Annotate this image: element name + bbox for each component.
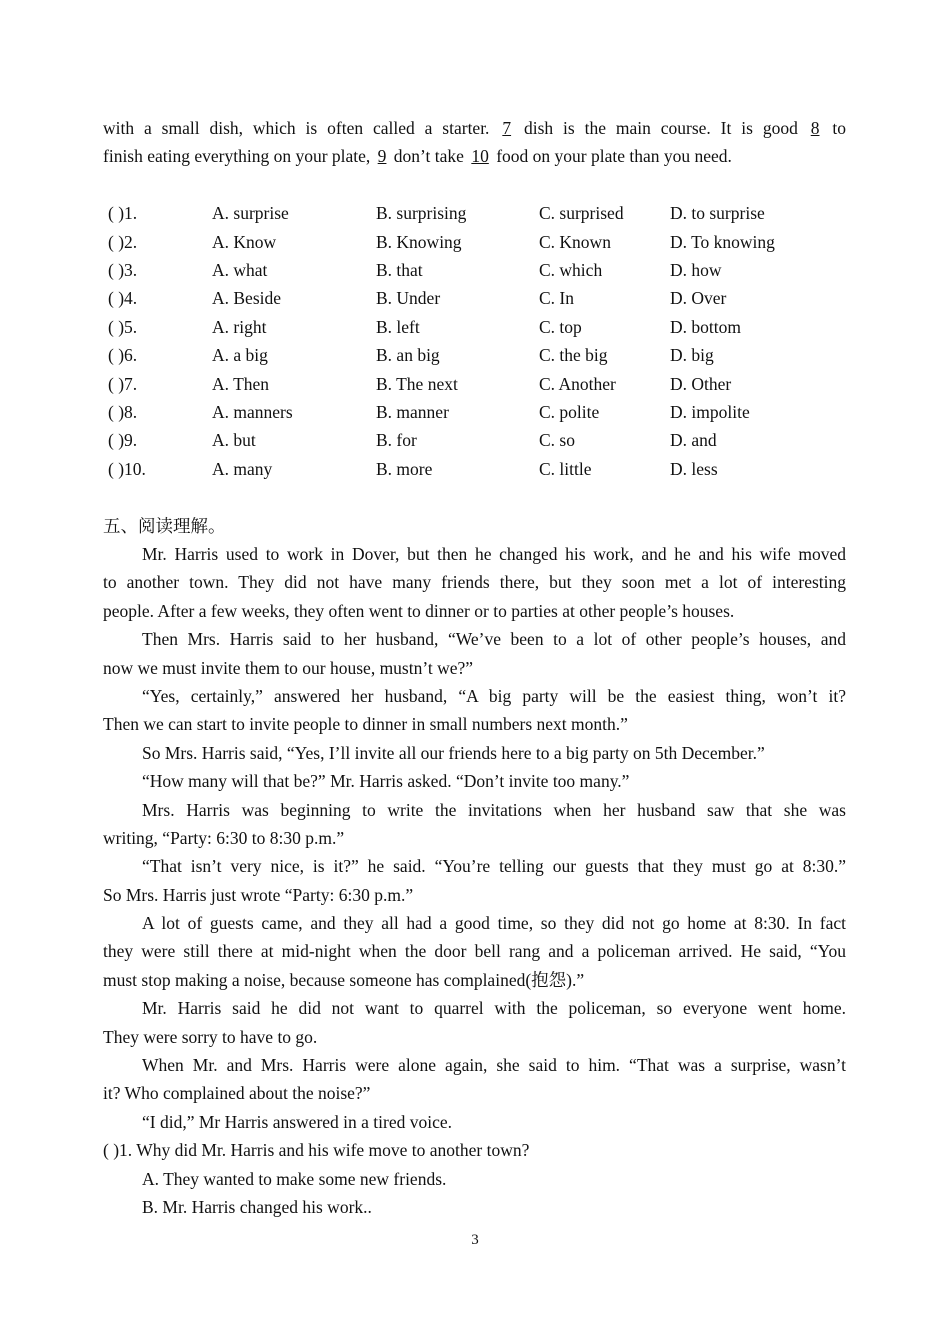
option-a: A. right	[212, 316, 267, 337]
option-c: C. In	[539, 288, 574, 309]
passage-line: now we must invite them to our house, mustn’t we?”	[103, 657, 474, 678]
option-d: D. Other	[670, 373, 732, 394]
question-number: ( )8.	[108, 402, 138, 423]
option-d: D. to surprise	[670, 203, 765, 224]
question-number: ( )10.	[108, 458, 146, 479]
option-row	[108, 341, 775, 369]
blank-7: 7	[502, 118, 512, 138]
spacer	[103, 483, 846, 511]
section-heading: 五、阅读理解。	[103, 515, 226, 536]
option-d: D. and	[670, 430, 717, 451]
option-b: B. more	[376, 458, 433, 479]
option-c: C. surprised	[539, 203, 624, 224]
option-a: A. Then	[212, 373, 270, 394]
question-number: ( )4.	[108, 288, 138, 309]
q1-option-a: A. They wanted to make some new friends.	[142, 1168, 447, 1189]
option-b: B. manner	[376, 402, 449, 423]
cloze-text: to	[832, 118, 846, 138]
option-a: A. Beside	[212, 288, 282, 309]
blank-10: 10	[471, 146, 489, 167]
passage-line: “How many will that be?” Mr. Harris asked. “Don’t invite too many.”	[142, 771, 630, 792]
option-c: C. little	[539, 458, 592, 479]
option-b: B. an big	[376, 345, 440, 366]
blank-8: 8	[810, 118, 820, 138]
passage-line: Mr. Harris said he did not want to quarrel with the policeman, so everyone went home.	[142, 998, 846, 1019]
question-number: ( )6.	[108, 345, 138, 366]
option-c: C. so	[539, 430, 575, 451]
cloze-text: finish eating everything on your plate,	[103, 146, 371, 167]
option-c: C. Known	[539, 231, 611, 252]
passage-line: people. After a few weeks, they often went to dinner or to parties at other people’s houses.	[103, 600, 735, 621]
option-c: C. top	[539, 316, 582, 337]
cloze-text: food on your plate than you need.	[496, 146, 732, 167]
option-b: B. that	[376, 259, 423, 280]
option-c: C. which	[539, 259, 603, 280]
page-number: 3	[471, 1232, 479, 1248]
cloze-text: dish is the main course. It is good	[523, 118, 798, 138]
option-row	[108, 426, 775, 454]
option-a: A. a big	[212, 345, 268, 366]
option-b: B. Under	[376, 288, 441, 309]
option-c: C. Another	[539, 373, 616, 394]
option-d: D. how	[670, 259, 722, 280]
option-row	[108, 228, 775, 256]
blank-9: 9	[377, 146, 387, 167]
option-a: A. Know	[212, 231, 277, 252]
option-a: A. manners	[212, 402, 293, 423]
question-number: ( )9.	[108, 430, 138, 451]
spacer	[103, 171, 846, 199]
option-d: D. To knowing	[670, 231, 775, 252]
cloze-line-1	[103, 114, 846, 142]
question-number: ( )2.	[108, 231, 138, 252]
option-c: C. polite	[539, 402, 600, 423]
cloze-text: with a small dish, which is often called a starter.	[103, 118, 490, 138]
page-body	[103, 114, 846, 1221]
option-b: B. Knowing	[376, 231, 462, 252]
passage-line: to another town. They did not have many friends there, but they soon met a lot of interesting	[103, 572, 846, 593]
question-number: ( )5.	[108, 316, 138, 337]
options-table	[108, 199, 775, 483]
question-1: ( )1. Why did Mr. Harris and his wife move to another town?	[103, 1140, 530, 1161]
passage-line: “Yes, certainly,” answered her husband, “A big party will be the easiest thing, won’t it?	[142, 685, 846, 706]
option-row	[108, 455, 775, 483]
question-number: ( )3.	[108, 259, 138, 280]
passage-line: it? Who complained about the noise?”	[103, 1083, 371, 1104]
option-a: A. but	[212, 430, 256, 451]
option-a: A. many	[212, 458, 273, 479]
option-a: A. what	[212, 259, 268, 280]
passage-line: writing, “Party: 6:30 to 8:30 p.m.”	[103, 827, 345, 848]
question-number: ( )7.	[108, 373, 138, 394]
option-c: C. the big	[539, 345, 608, 366]
option-d: D. big	[670, 345, 714, 366]
option-row	[108, 256, 775, 284]
passage-line: they were still there at mid-night when the door bell rang and a policeman arrived. He said, “You	[103, 941, 846, 962]
passage-line: “I did,” Mr Harris answered in a tired voice.	[142, 1111, 453, 1132]
passage-line: Mrs. Harris was beginning to write the invitations when her husband saw that she was	[142, 799, 846, 820]
option-row	[108, 199, 775, 227]
cloze-passage	[103, 114, 846, 171]
option-b: B. The next	[376, 373, 458, 394]
option-row	[108, 284, 775, 312]
option-d: D. less	[670, 458, 718, 479]
option-d: D. impolite	[670, 402, 750, 423]
option-row	[108, 313, 775, 341]
cloze-line-2	[103, 142, 846, 170]
passage-line: So Mrs. Harris said, “Yes, I’ll invite all our friends here to a big party on 5th December.”	[142, 742, 765, 763]
q1-option-b: B. Mr. Harris changed his work..	[142, 1197, 372, 1217]
option-b: B. left	[376, 316, 420, 337]
option-row	[108, 370, 775, 398]
option-d: D. Over	[670, 288, 727, 309]
option-b: B. for	[376, 430, 417, 451]
passage-line: So Mrs. Harris just wrote “Party: 6:30 p.m.”	[103, 884, 414, 905]
question-number: ( )1.	[108, 203, 138, 224]
option-a: A. surprise	[212, 203, 289, 224]
option-row	[108, 398, 775, 426]
option-b: B. surprising	[376, 203, 467, 224]
passage-line: “That isn’t very nice, is it?” he said. “You’re telling our guests that they must go at 8:30.”	[142, 856, 846, 877]
passage-line: They were sorry to have to go.	[103, 1026, 318, 1047]
passage-line: Then we can start to invite people to dinner in small numbers next month.”	[103, 714, 628, 735]
passage-line: must stop making a noise, because someone has complained(抱怨).”	[103, 969, 585, 990]
passage-line: Then Mrs. Harris said to her husband, “We’ve been to a lot of other people’s houses, and	[142, 629, 846, 650]
passage-line: Mr. Harris used to work in Dover, but then he changed his work, and he and his wife moved	[142, 544, 846, 565]
passage-line: A lot of guests came, and they all had a good time, so they did not go home at 8:30. In fact	[142, 913, 846, 934]
reading-passage	[103, 540, 846, 1136]
passage-line: When Mr. and Mrs. Harris were alone again, she said to him. “That was a surprise, wasn’t	[142, 1055, 846, 1076]
option-d: D. bottom	[670, 316, 741, 337]
cloze-text: don’t take	[393, 146, 464, 167]
